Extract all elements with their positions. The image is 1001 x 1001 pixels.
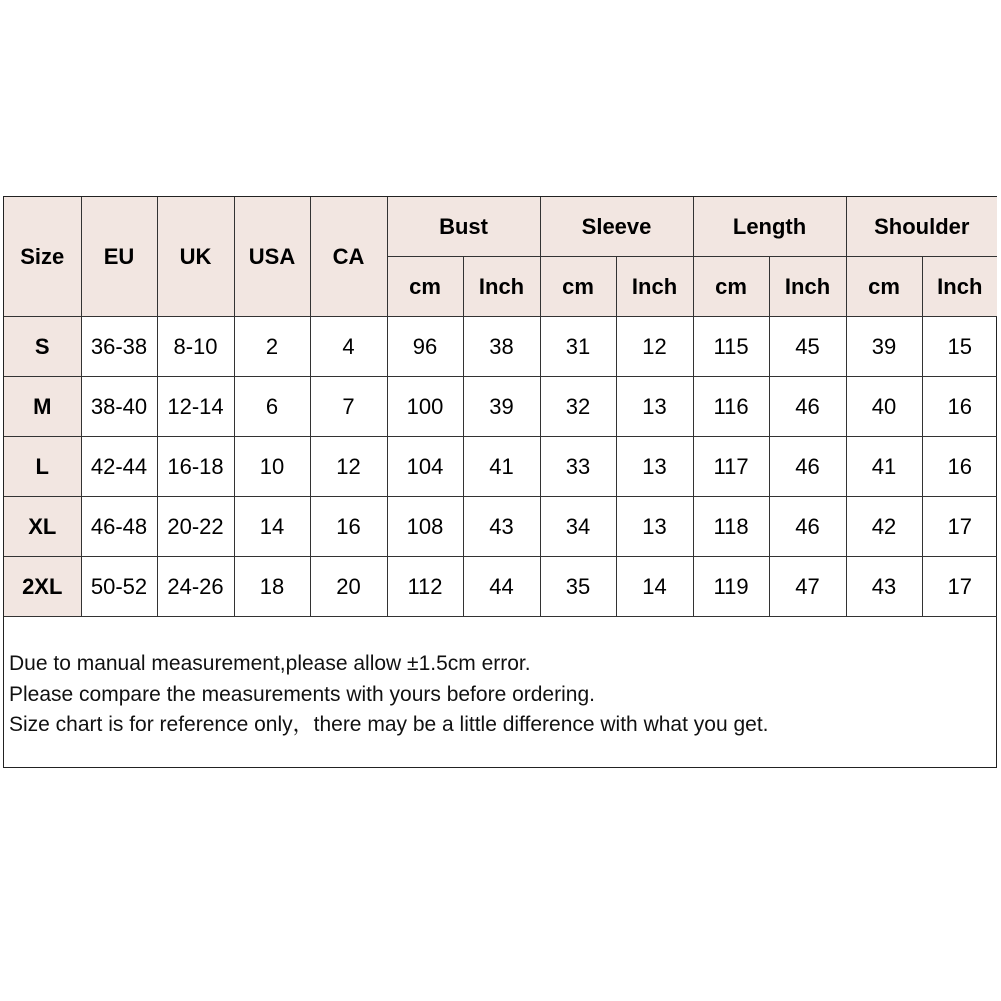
size-label-cell: XL [4, 497, 81, 557]
table-cell: 14 [234, 497, 310, 557]
header-usa: USA [234, 197, 310, 317]
table-cell: 112 [387, 557, 463, 617]
table-cell: 12-14 [157, 377, 234, 437]
size-label-cell: S [4, 317, 81, 377]
header-sleeve: Sleeve [540, 197, 693, 257]
table-body [4, 317, 997, 617]
note-line: Please compare the measurements with yours before ordering. [9, 682, 595, 706]
table-cell: 118 [693, 497, 769, 557]
table-cell: 108 [387, 497, 463, 557]
table-cell: 100 [387, 377, 463, 437]
table-cell: 44 [463, 557, 540, 617]
table-cell: 6 [234, 377, 310, 437]
table-row [4, 557, 997, 617]
table-row [4, 377, 997, 437]
table-cell: 8-10 [157, 317, 234, 377]
table-cell: 46 [769, 437, 846, 497]
table-cell: 119 [693, 557, 769, 617]
size-label-cell: 2XL [4, 557, 81, 617]
table-cell: 42 [846, 497, 922, 557]
table-cell: 46 [769, 497, 846, 557]
header-shoulder: Shoulder [846, 197, 997, 257]
table-cell: 116 [693, 377, 769, 437]
header-row-groups [4, 197, 997, 257]
table-cell: 39 [846, 317, 922, 377]
header-size: Size [4, 197, 81, 317]
header-unit: cm [846, 257, 922, 317]
table-cell: 13 [616, 497, 693, 557]
table-cell: 12 [310, 437, 387, 497]
table-cell: 43 [463, 497, 540, 557]
table-cell: 20 [310, 557, 387, 617]
table-cell: 4 [310, 317, 387, 377]
table-cell: 24-26 [157, 557, 234, 617]
table-cell: 14 [616, 557, 693, 617]
table-cell: 20-22 [157, 497, 234, 557]
table-cell: 35 [540, 557, 616, 617]
table-cell: 12 [616, 317, 693, 377]
table-cell: 41 [463, 437, 540, 497]
table-cell: 2 [234, 317, 310, 377]
table-row [4, 317, 997, 377]
table-row [4, 497, 997, 557]
header-unit: Inch [769, 257, 846, 317]
table-cell: 50-52 [81, 557, 157, 617]
table-cell: 42-44 [81, 437, 157, 497]
table-cell: 39 [463, 377, 540, 437]
table-cell: 33 [540, 437, 616, 497]
table-cell: 96 [387, 317, 463, 377]
table-cell: 13 [616, 437, 693, 497]
table-cell: 16 [922, 377, 997, 437]
table-cell: 36-38 [81, 317, 157, 377]
table-cell: 38 [463, 317, 540, 377]
table-cell: 31 [540, 317, 616, 377]
table-cell: 7 [310, 377, 387, 437]
header-unit: Inch [463, 257, 540, 317]
table-cell: 32 [540, 377, 616, 437]
table-cell: 46-48 [81, 497, 157, 557]
header-unit: cm [540, 257, 616, 317]
header-eu: EU [81, 197, 157, 317]
table-cell: 16-18 [157, 437, 234, 497]
table-cell: 10 [234, 437, 310, 497]
table-cell: 13 [616, 377, 693, 437]
header-uk: UK [157, 197, 234, 317]
table-cell: 115 [693, 317, 769, 377]
table-cell: 43 [846, 557, 922, 617]
size-table [4, 197, 997, 617]
note-line: Due to manual measurement,please allow ±1.5cm error. [9, 652, 531, 675]
table-cell: 15 [922, 317, 997, 377]
header-length: Length [693, 197, 846, 257]
table-cell: 38-40 [81, 377, 157, 437]
table-cell: 40 [846, 377, 922, 437]
table-cell: 47 [769, 557, 846, 617]
header-ca: CA [310, 197, 387, 317]
table-cell: 18 [234, 557, 310, 617]
header-bust: Bust [387, 197, 540, 257]
table-cell: 104 [387, 437, 463, 497]
size-chart [3, 196, 997, 768]
table-cell: 34 [540, 497, 616, 557]
note-line: Size chart is for reference only，there may be a little difference with what you get. [9, 713, 769, 736]
header-unit: cm [387, 257, 463, 317]
table-cell: 45 [769, 317, 846, 377]
header-unit: Inch [922, 257, 997, 317]
table-cell: 16 [922, 437, 997, 497]
table-cell: 46 [769, 377, 846, 437]
table-cell: 41 [846, 437, 922, 497]
notes [9, 649, 989, 741]
table-row [4, 437, 997, 497]
table-cell: 17 [922, 497, 997, 557]
size-label-cell: L [4, 437, 81, 497]
header-unit: cm [693, 257, 769, 317]
table-cell: 16 [310, 497, 387, 557]
table-cell: 117 [693, 437, 769, 497]
size-label-cell: M [4, 377, 81, 437]
table-cell: 17 [922, 557, 997, 617]
header-unit: Inch [616, 257, 693, 317]
